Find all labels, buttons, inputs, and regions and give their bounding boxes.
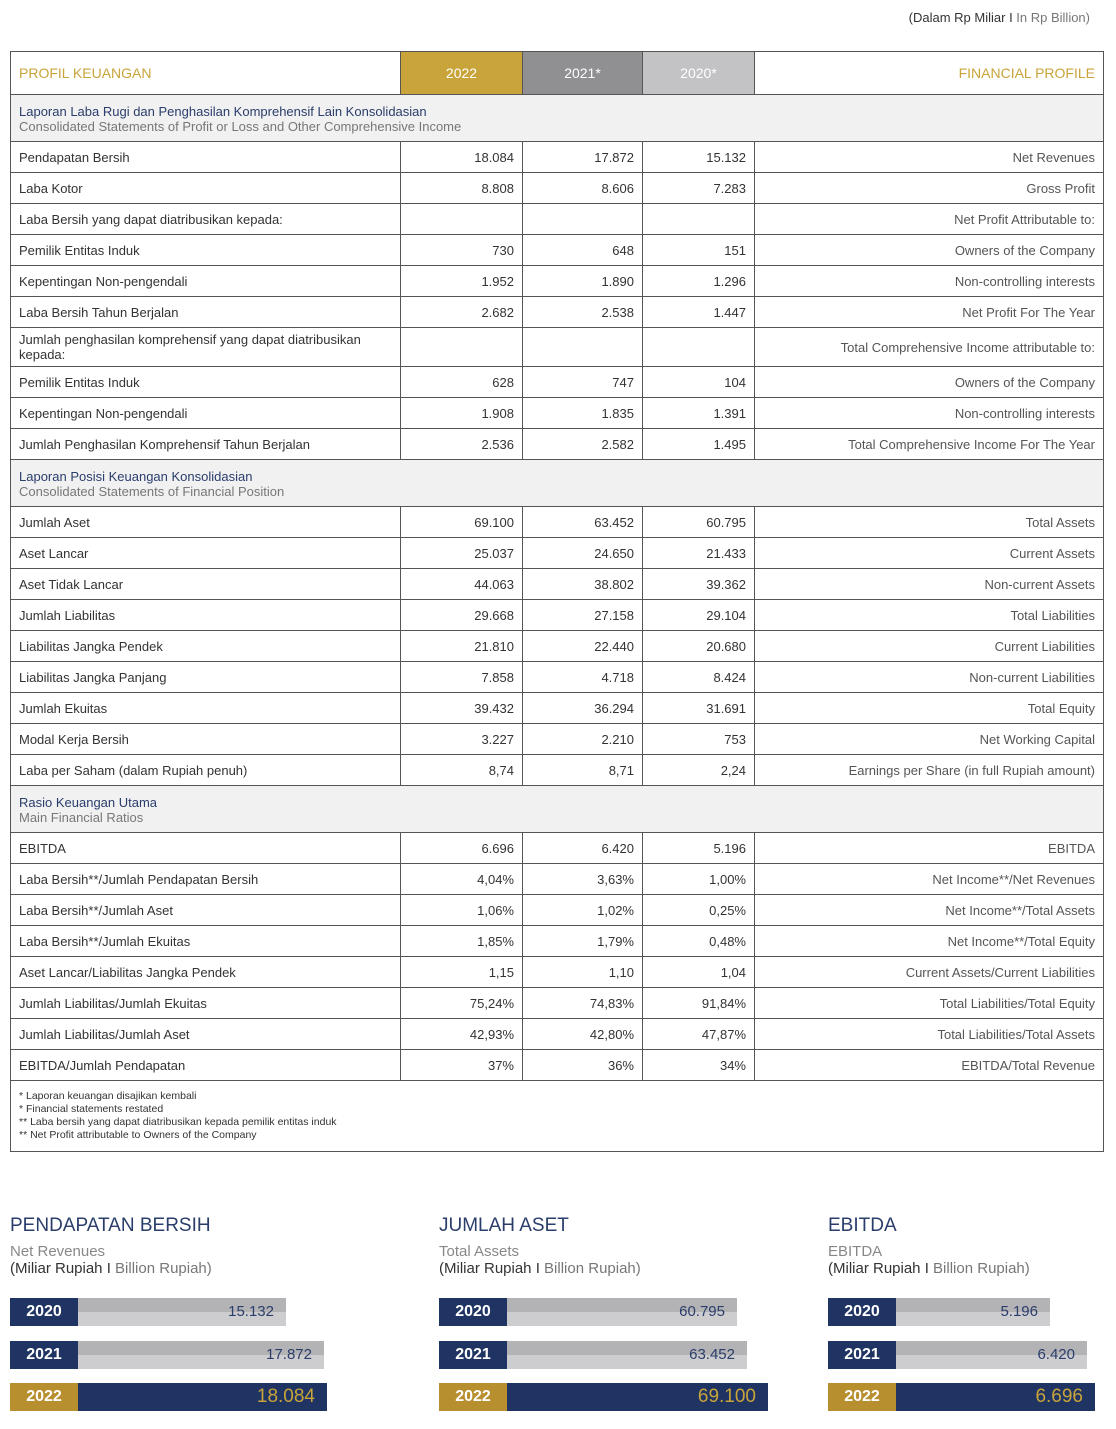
table-row	[11, 297, 1104, 328]
row-label-id: Aset Lancar/Liabilitas Jangka Pendek	[11, 957, 401, 988]
header-year-2022: 2022	[401, 52, 523, 95]
row-label-en: EBITDA/Total Revenue	[755, 1050, 1104, 1081]
header-year-2021: 2021*	[523, 52, 643, 95]
value-2020: 21.433	[643, 538, 755, 569]
row-label-id: Laba Bersih**/Jumlah Ekuitas	[11, 926, 401, 957]
value-2021	[523, 204, 643, 235]
header-label-en: FINANCIAL PROFILE	[755, 52, 1104, 95]
bar-fill	[507, 1298, 737, 1326]
table-row	[11, 538, 1104, 569]
value-2022: 44.063	[401, 569, 523, 600]
bar-fill	[78, 1341, 324, 1369]
row-label-id: Pemilik Entitas Induk	[11, 367, 401, 398]
value-2022: 2.536	[401, 429, 523, 460]
row-label-id: Jumlah Liabilitas/Jumlah Ekuitas	[11, 988, 401, 1019]
bar-year-label: 2020	[10, 1298, 78, 1326]
value-2022: 1,15	[401, 957, 523, 988]
footnote: ** Net Profit attributable to Owners of the Company	[19, 1129, 257, 1141]
unit-note	[909, 10, 1090, 25]
bar-fill	[896, 1341, 1087, 1369]
row-label-en: Total Liabilities/Total Assets	[755, 1019, 1104, 1050]
value-2022: 1,06%	[401, 895, 523, 926]
row-label-id: Aset Tidak Lancar	[11, 569, 401, 600]
value-2021: 1.835	[523, 398, 643, 429]
row-label-id: Kepentingan Non-pengendali	[11, 398, 401, 429]
value-2022: 4,04%	[401, 864, 523, 895]
value-2020: 1.391	[643, 398, 755, 429]
value-2020: 39.362	[643, 569, 755, 600]
row-label-en: Non-controlling interests	[755, 398, 1104, 429]
value-2021	[523, 328, 643, 367]
value-2021: 1,10	[523, 957, 643, 988]
section-header	[11, 95, 1104, 142]
row-label-id: Jumlah penghasilan komprehensif yang dapat diatribusikan kepada:	[11, 328, 401, 367]
row-label-id: Pendapatan Bersih	[11, 142, 401, 173]
row-label-id: Kepentingan Non-pengendali	[11, 266, 401, 297]
chart-subtitle: Net Revenues	[10, 1243, 106, 1260]
row-label-id: Aset Lancar	[11, 538, 401, 569]
row-label-en: Net Profit For The Year	[755, 297, 1104, 328]
chart-unit-sep: I	[920, 1260, 934, 1277]
value-2022: 75,24%	[401, 988, 523, 1019]
value-2022: 730	[401, 235, 523, 266]
table-row	[11, 631, 1104, 662]
value-2021: 42,80%	[523, 1019, 643, 1050]
chart-unit-id: (Miliar Rupiah	[439, 1260, 532, 1277]
value-2020: 34%	[643, 1050, 755, 1081]
table-row	[11, 235, 1104, 266]
value-2022: 1.952	[401, 266, 523, 297]
row-label-id: EBITDA	[11, 833, 401, 864]
bar-year-label: 2022	[10, 1383, 78, 1411]
bar-value-label: 6.696	[1035, 1386, 1083, 1407]
value-2021: 3,63%	[523, 864, 643, 895]
bar-fill	[896, 1383, 1095, 1411]
chart-unit-sep: I	[531, 1260, 545, 1277]
bar-year-label: 2022	[828, 1383, 896, 1411]
bar-year-label: 2020	[828, 1298, 896, 1326]
value-2020: 0,25%	[643, 895, 755, 926]
row-label-id: Laba Kotor	[11, 173, 401, 204]
row-label-id: Laba Bersih Tahun Berjalan	[11, 297, 401, 328]
section-header	[11, 460, 1104, 507]
chart-unit-en: Billion Rupiah)	[933, 1260, 1030, 1277]
value-2022: 18.084	[401, 142, 523, 173]
chart-net-revenues	[10, 1215, 340, 1407]
row-label-id: Laba Bersih**/Jumlah Pendapatan Bersih	[11, 864, 401, 895]
value-2020	[643, 328, 755, 367]
value-2021: 22.440	[523, 631, 643, 662]
table-row	[11, 173, 1104, 204]
table-row	[11, 988, 1104, 1019]
row-label-en: Owners of the Company	[755, 235, 1104, 266]
value-2022: 1.908	[401, 398, 523, 429]
footnotes	[11, 1081, 1104, 1152]
value-2021: 36.294	[523, 693, 643, 724]
table-row	[11, 1050, 1104, 1081]
value-2020: 29.104	[643, 600, 755, 631]
value-2021: 2.582	[523, 429, 643, 460]
value-2022: 1,85%	[401, 926, 523, 957]
table-row	[11, 755, 1104, 786]
value-2022: 39.432	[401, 693, 523, 724]
table-row	[11, 328, 1104, 367]
value-2021: 17.872	[523, 142, 643, 173]
bar-year-label: 2021	[10, 1341, 78, 1369]
unit-note-en: In Rp Billion)	[1016, 10, 1090, 25]
value-2020: 1.296	[643, 266, 755, 297]
row-label-id: EBITDA/Jumlah Pendapatan	[11, 1050, 401, 1081]
chart-title: PENDAPATAN BERSIH	[10, 1215, 211, 1236]
table-header-row	[11, 52, 1104, 95]
table-row	[11, 864, 1104, 895]
value-2022: 8.808	[401, 173, 523, 204]
value-2020: 20.680	[643, 631, 755, 662]
bar-fill	[78, 1383, 327, 1411]
table-row	[11, 398, 1104, 429]
row-label-en: Net Revenues	[755, 142, 1104, 173]
table-row	[11, 926, 1104, 957]
value-2022	[401, 204, 523, 235]
row-label-en: Current Assets/Current Liabilities	[755, 957, 1104, 988]
row-label-id: Jumlah Liabilitas	[11, 600, 401, 631]
row-label-id: Jumlah Liabilitas/Jumlah Aset	[11, 1019, 401, 1050]
row-label-id: Jumlah Ekuitas	[11, 693, 401, 724]
section-title-en: Main Financial Ratios	[19, 810, 144, 825]
bar-value-label: 69.100	[697, 1386, 756, 1407]
bar-value-label: 60.795	[679, 1303, 725, 1320]
footnote: * Financial statements restated	[19, 1103, 164, 1115]
bar-value-label: 17.872	[266, 1346, 312, 1363]
section-title-id: Laporan Posisi Keuangan Konsolidasian	[19, 469, 253, 484]
value-2022: 8,74	[401, 755, 523, 786]
bar-year-label: 2022	[439, 1383, 507, 1411]
value-2021: 8,71	[523, 755, 643, 786]
table-row	[11, 833, 1104, 864]
value-2020: 1,00%	[643, 864, 755, 895]
footnote: ** Laba bersih yang dapat diatribusikan kepada pemilik entitas induk	[19, 1116, 337, 1128]
table-row	[11, 1019, 1104, 1050]
value-2022: 3.227	[401, 724, 523, 755]
chart-title: JUMLAH ASET	[439, 1215, 569, 1236]
unit-note-sep: I	[1005, 10, 1017, 25]
row-label-en: Owners of the Company	[755, 367, 1104, 398]
table-body	[11, 95, 1104, 1152]
section-title-en: Consolidated Statements of Profit or Loss and Other Comprehensive Income	[19, 119, 462, 134]
table-row	[11, 429, 1104, 460]
bar-fill	[507, 1341, 747, 1369]
row-label-id: Jumlah Penghasilan Komprehensif Tahun Berjalan	[11, 429, 401, 460]
bar-year-label: 2020	[439, 1298, 507, 1326]
value-2021: 36%	[523, 1050, 643, 1081]
value-2022: 29.668	[401, 600, 523, 631]
row-label-en: Net Working Capital	[755, 724, 1104, 755]
value-2020: 1.495	[643, 429, 755, 460]
row-label-id: Modal Kerja Bersih	[11, 724, 401, 755]
row-label-en: Total Liabilities	[755, 600, 1104, 631]
value-2022: 7.858	[401, 662, 523, 693]
row-label-en: Non-current Assets	[755, 569, 1104, 600]
chart-unit	[439, 1260, 779, 1277]
section-header-row	[11, 95, 1104, 142]
value-2022: 2.682	[401, 297, 523, 328]
footnote-row	[11, 1081, 1104, 1152]
value-2020: 7.283	[643, 173, 755, 204]
row-label-en: Earnings per Share (in full Rupiah amount)	[755, 755, 1104, 786]
row-label-id: Laba Bersih**/Jumlah Aset	[11, 895, 401, 926]
section-title-id: Rasio Keuangan Utama	[19, 795, 158, 810]
value-2021: 38.802	[523, 569, 643, 600]
value-2021: 63.452	[523, 507, 643, 538]
table-row	[11, 204, 1104, 235]
value-2020	[643, 204, 755, 235]
bar-value-label: 18.084	[256, 1386, 315, 1407]
row-label-en: Total Equity	[755, 693, 1104, 724]
chart-unit-en: Billion Rupiah)	[115, 1260, 212, 1277]
value-2022: 21.810	[401, 631, 523, 662]
value-2021: 24.650	[523, 538, 643, 569]
section-title-id: Laporan Laba Rugi dan Penghasilan Komprehensif Lain Konsolidasian	[19, 104, 427, 119]
value-2020: 15.132	[643, 142, 755, 173]
value-2021: 2.210	[523, 724, 643, 755]
value-2020: 60.795	[643, 507, 755, 538]
footnote: * Laporan keuangan disajikan kembali	[19, 1090, 197, 1102]
row-label-en: Total Assets	[755, 507, 1104, 538]
value-2020: 8.424	[643, 662, 755, 693]
chart-subtitle: Total Assets	[439, 1243, 520, 1260]
bar-value-label: 5.196	[1000, 1303, 1038, 1320]
row-label-id: Liabilitas Jangka Panjang	[11, 662, 401, 693]
table-row	[11, 724, 1104, 755]
row-label-en: Total Comprehensive Income attributable to:	[755, 328, 1104, 367]
bar-year-label: 2021	[828, 1341, 896, 1369]
table-row	[11, 569, 1104, 600]
value-2022: 69.100	[401, 507, 523, 538]
row-label-en: Non-current Liabilities	[755, 662, 1104, 693]
value-2021: 74,83%	[523, 988, 643, 1019]
table-row	[11, 662, 1104, 693]
bar-fill	[507, 1383, 768, 1411]
section-title-en: Consolidated Statements of Financial Position	[19, 484, 285, 499]
section-header-row	[11, 460, 1104, 507]
chart-subtitle: EBITDA	[828, 1243, 883, 1260]
row-label-id: Laba per Saham (dalam Rupiah penuh)	[11, 755, 401, 786]
row-label-en: Non-controlling interests	[755, 266, 1104, 297]
value-2021: 6.420	[523, 833, 643, 864]
row-label-en: Current Liabilities	[755, 631, 1104, 662]
bar-value-label: 15.132	[228, 1303, 274, 1320]
row-label-en: Total Comprehensive Income For The Year	[755, 429, 1104, 460]
section-header	[11, 786, 1104, 833]
bar-value-label: 6.420	[1037, 1346, 1075, 1363]
value-2022: 628	[401, 367, 523, 398]
row-label-en: Current Assets	[755, 538, 1104, 569]
chart-unit-en: Billion Rupiah)	[544, 1260, 641, 1277]
chart-ebitda	[828, 1215, 1108, 1407]
row-label-en: Total Liabilities/Total Equity	[755, 988, 1104, 1019]
value-2020: 151	[643, 235, 755, 266]
value-2020: 104	[643, 367, 755, 398]
table-row	[11, 367, 1104, 398]
row-label-en: EBITDA	[755, 833, 1104, 864]
value-2021: 1,02%	[523, 895, 643, 926]
value-2021: 1.890	[523, 266, 643, 297]
table-row	[11, 895, 1104, 926]
row-label-id: Jumlah Aset	[11, 507, 401, 538]
value-2021: 1,79%	[523, 926, 643, 957]
row-label-id: Laba Bersih yang dapat diatribusikan kepada:	[11, 204, 401, 235]
value-2022: 37%	[401, 1050, 523, 1081]
chart-title: EBITDA	[828, 1215, 897, 1236]
table-row	[11, 266, 1104, 297]
header-year-2020: 2020*	[643, 52, 755, 95]
value-2022: 25.037	[401, 538, 523, 569]
value-2022: 6.696	[401, 833, 523, 864]
value-2021: 8.606	[523, 173, 643, 204]
chart-unit-id: (Miliar Rupiah	[828, 1260, 921, 1277]
value-2020: 753	[643, 724, 755, 755]
bar-fill	[78, 1298, 286, 1326]
value-2020: 2,24	[643, 755, 755, 786]
unit-note-id: (Dalam Rp Miliar	[908, 10, 1006, 25]
table-row	[11, 600, 1104, 631]
financial-profile-table	[10, 51, 1104, 1152]
section-header-row	[11, 786, 1104, 833]
value-2020: 31.691	[643, 693, 755, 724]
row-label-en: Gross Profit	[755, 173, 1104, 204]
row-label-id: Liabilitas Jangka Pendek	[11, 631, 401, 662]
chart-unit	[10, 1260, 340, 1277]
chart-unit	[828, 1260, 1108, 1277]
bar-year-label: 2021	[439, 1341, 507, 1369]
value-2021: 648	[523, 235, 643, 266]
header-label-id: PROFIL KEUANGAN	[11, 52, 401, 95]
value-2020: 1,04	[643, 957, 755, 988]
value-2020: 91,84%	[643, 988, 755, 1019]
row-label-id: Pemilik Entitas Induk	[11, 235, 401, 266]
row-label-en: Net Profit Attributable to:	[755, 204, 1104, 235]
row-label-en: Net Income**/Net Revenues	[755, 864, 1104, 895]
chart-unit-id: (Miliar Rupiah	[10, 1260, 103, 1277]
chart-unit-sep: I	[102, 1260, 116, 1277]
row-label-en: Net Income**/Total Assets	[755, 895, 1104, 926]
value-2020: 47,87%	[643, 1019, 755, 1050]
table-row	[11, 957, 1104, 988]
value-2020: 1.447	[643, 297, 755, 328]
bar-fill	[896, 1298, 1050, 1326]
chart-total-assets	[439, 1215, 779, 1407]
value-2022: 42,93%	[401, 1019, 523, 1050]
table-row	[11, 142, 1104, 173]
table-row	[11, 507, 1104, 538]
value-2022	[401, 328, 523, 367]
value-2021: 4.718	[523, 662, 643, 693]
value-2021: 747	[523, 367, 643, 398]
table-row	[11, 693, 1104, 724]
value-2020: 5.196	[643, 833, 755, 864]
value-2021: 2.538	[523, 297, 643, 328]
bar-value-label: 63.452	[689, 1346, 735, 1363]
value-2021: 27.158	[523, 600, 643, 631]
value-2020: 0,48%	[643, 926, 755, 957]
row-label-en: Net Income**/Total Equity	[755, 926, 1104, 957]
